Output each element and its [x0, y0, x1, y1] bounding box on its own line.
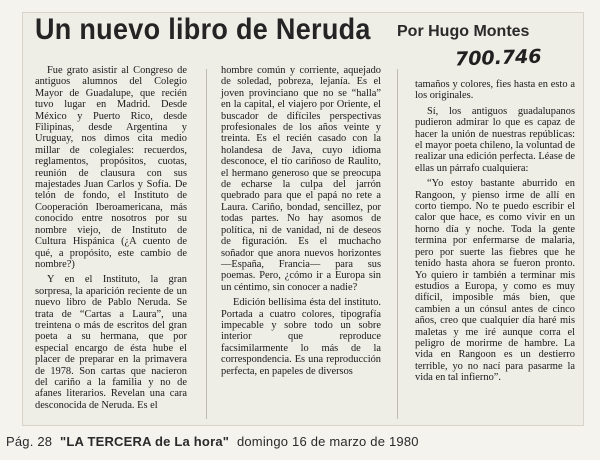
byline: Por Hugo Montes: [397, 23, 530, 40]
paragraph: hombre común y corriente, aquejado de soledad, pobreza, lejanía. Es el joven provinciano que no se “halla” en la capital, el viajero por Oriente, el buscador de difíciles perspectivas profesionales de los años veinte y treinta. Es el recién casado con la holandesa de Java, cuyo idioma desconoce, el tío cariñoso de Raulito, el hermano generoso que se preocupa de echarse la culpa del jarrón quebrado para que el papá no rete a Laura. Cariño, bondad, sencillez, por todas partes. No hay asomos de política, ni de vanidad, ni de deseos de figuración. Es el muchacho soñador que anora nuevos horizontes —España, Francia— para sus poemas. Pero, ¿cómo ir a Europa sin un céntimo, sin conocer a nadie?: [221, 65, 381, 293]
handwritten-note: 700.746: [454, 45, 542, 71]
paragraph: Y en el Instituto, la gran sorpresa, la aparición reciente de un nuevo libro de Pablo Neruda. Se trata de “Cartas a Laura”, una treintena o más de escritos del gran poeta a su hermana, que por especial encargo de ésta hube el placer de preparar en la primavera de 1978. Son cartas que nacieron del cariño a la familia y no de afanes literarios. Revelan una cara desconocida de Neruda. Es el: [35, 274, 187, 411]
headline: Un nuevo libro de Neruda: [35, 13, 371, 46]
newspaper-clipping: [22, 12, 584, 426]
column-divider: [206, 69, 207, 419]
publication-date: domingo 16 de marzo de 1980: [236, 434, 419, 449]
paragraph: tamaños y colores, fies hasta en esto a los originales.: [415, 79, 575, 102]
page-number: Pág. 28: [6, 434, 53, 449]
article-column-1: [35, 65, 187, 415]
column-divider: [397, 69, 398, 419]
publication-name: "LA TERCERA de La hora": [60, 434, 230, 449]
article-column-2: [221, 65, 381, 381]
quoted-letter: “Yo estoy bastante aburrido en Rangoon, y pienso irme de allí en corto tiempo. No te puedo escribir el calor que hace, es como vivir en un horno día y noche. Toda la gente termina por enfermarse de malaria, pero por suerte las fiebres que he tenido hasta ahora se fueron pronto. Yo quiero ir también a terminar mis estudios a Europa, y como es muy difícil, imposible más bien, que cambien a un cónsul antes de cinco años, creo que cualquier día haré mis maletas y me iré aunque corra el peligro de morirme de hambre. La vida en Rangoon es un destierro terrible, yo no nací para pasarme la vida en tal infierno”.: [415, 178, 575, 384]
page-footer: [0, 434, 600, 449]
paragraph: Fue grato asistir al Congreso de antiguos alumnos del Colegio Mayor de Guadalupe, que recién tuvo lugar en Madrid. Desde México y Puerto Rico, desde Filipinas, desde Argentina y Uruguay, nos dimos cita medio millar de colegiales: recuerdos, reglamentos, propósitos, cuotas, reunión de clausura con sus majestades Juan Carlos y Sofía. De telón de fondo, el Instituto de Cooperación Iberoamericana, más conocido entre nosotros por su nombre viejo, de Instituto de Cultura Hispánica (¿A cuento de qué, a propósito, este cambio de nombre?): [35, 65, 187, 270]
paragraph: Edición bellísima ésta del instituto. Portada a cuatro colores, tipografía impecable y sobre todo un sobre interior que reproduce facsimilarmente lo más de la correspondencia. Es una reproducción perfecta, en papeles de diversos: [221, 297, 381, 377]
article-column-3: [415, 79, 575, 388]
paragraph: Sí, los antiguos guadalupanos pudieron admirar lo que es capaz de hacer la unión de nuestras repúblicas: el mayor poeta chileno, la voluntad de realizar una edición perfecta. Léase de ellas un párrafo cualquiera:: [415, 105, 575, 174]
